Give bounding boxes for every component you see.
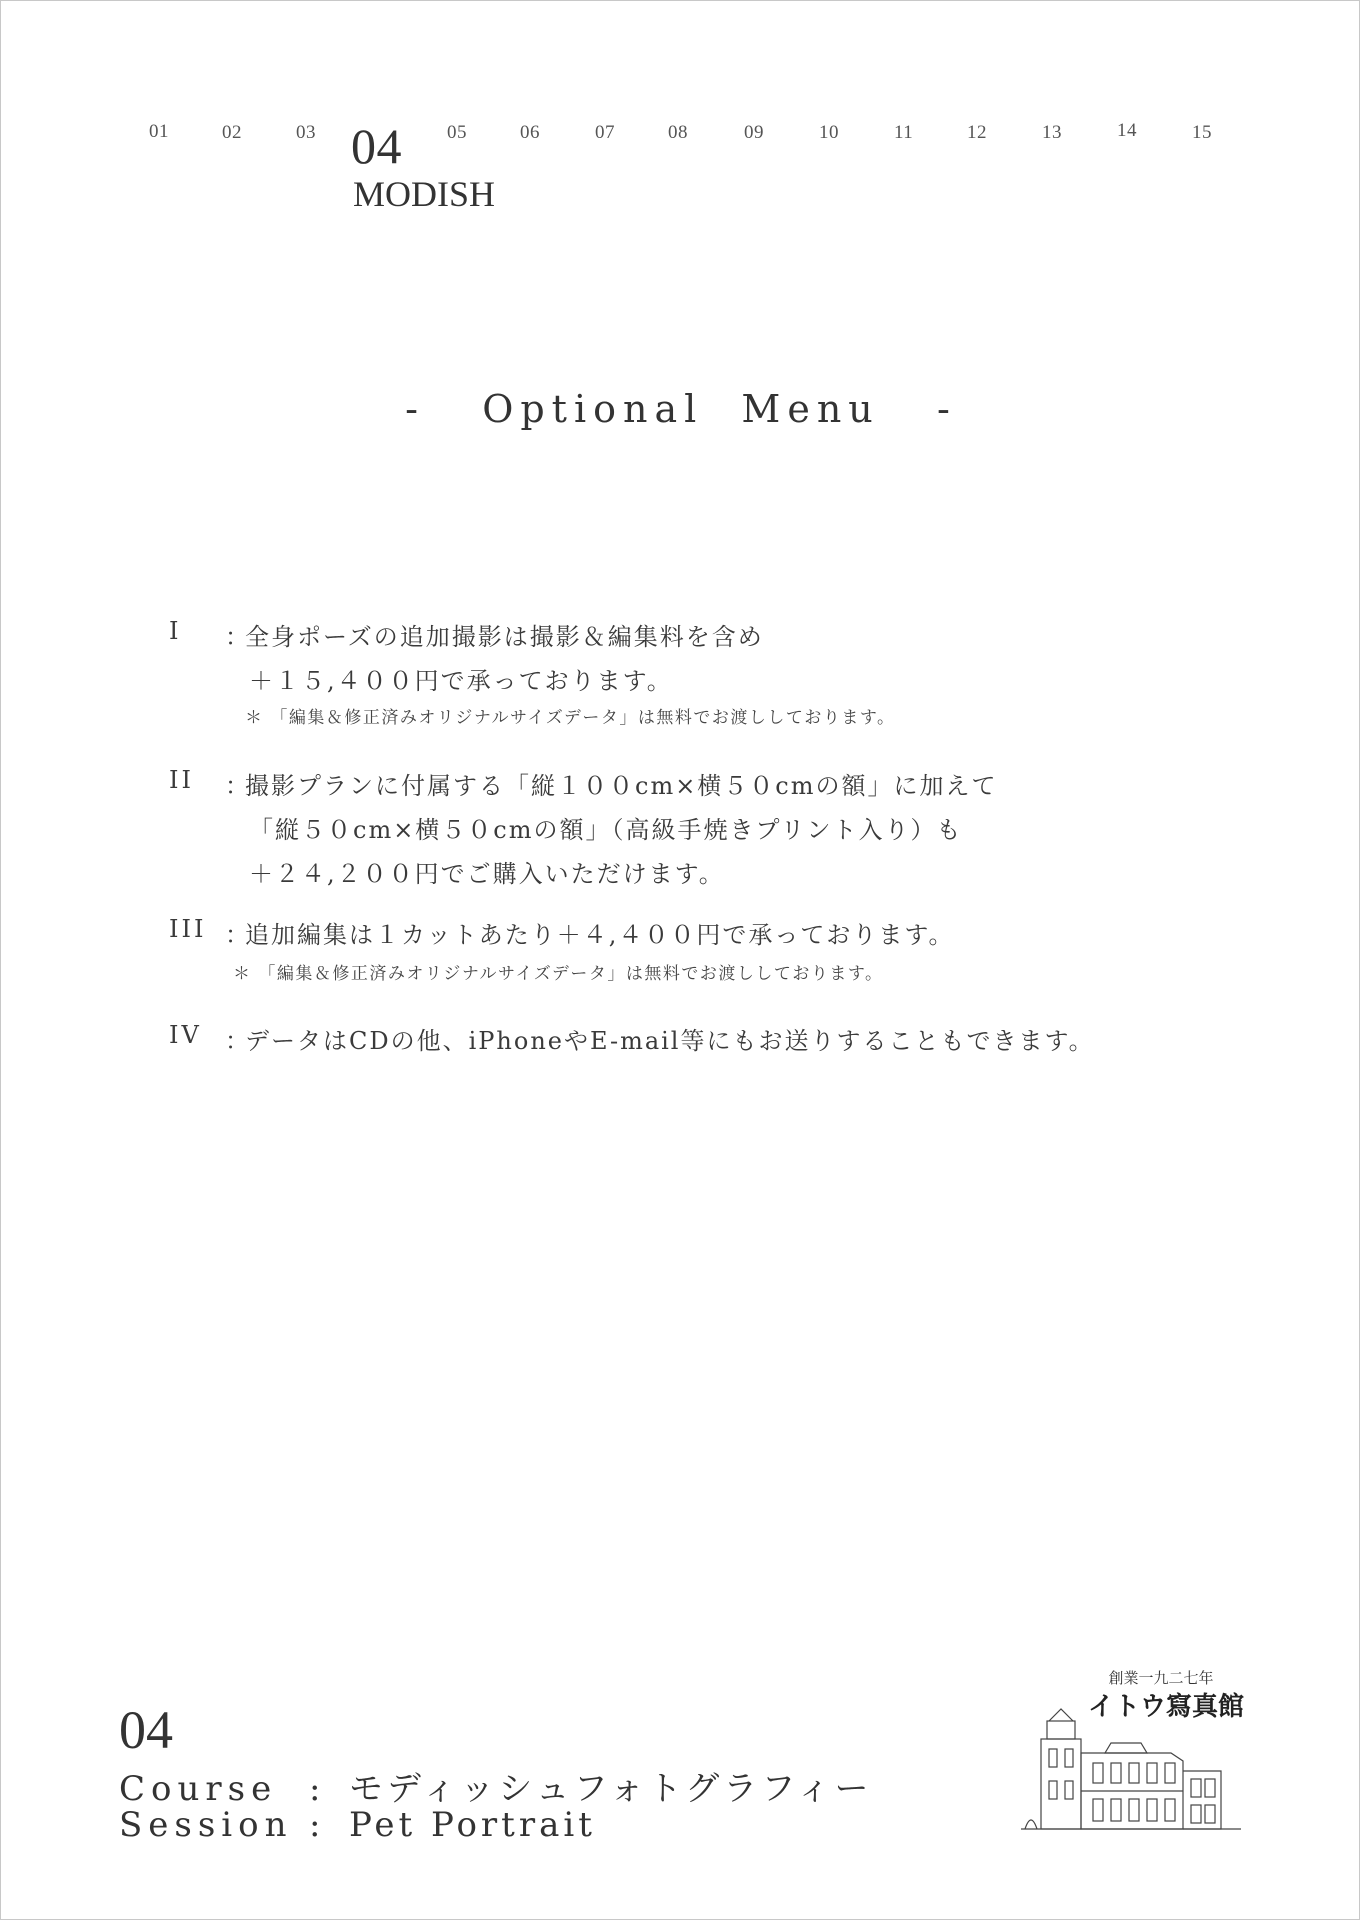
nav-item-08[interactable]: 08 — [668, 122, 688, 143]
nav-item-02[interactable]: 02 — [222, 122, 242, 143]
option-number: II — [169, 766, 194, 794]
option-text-line: 「縦５０cm×横５０cmの額」（高級手焼きプリント入り）も — [249, 816, 963, 844]
option-colon: ： — [225, 772, 249, 800]
logo-tagline: 創業一九二七年 — [1108, 1669, 1214, 1687]
nav-item-06[interactable]: 06 — [520, 122, 540, 143]
course-label: Course — [119, 1769, 278, 1809]
section-heading: - Optional Menu - — [405, 387, 957, 431]
option-note: ＊ 「編集＆修正済みオリジナルサイズデータ」は無料でお渡ししております。 — [245, 708, 896, 728]
session-separator: : — [309, 1805, 325, 1845]
option-note: ＊ 「編集＆修正済みオリジナルサイズデータ」は無料でお渡ししております。 — [233, 964, 884, 984]
option-colon: ： — [225, 921, 249, 949]
option-text-line: ＋２４,２００円でご購入いただけます。 — [249, 860, 725, 888]
nav-item-13[interactable]: 13 — [1042, 122, 1062, 143]
footer-session-row — [119, 1805, 596, 1845]
option-colon: ： — [225, 1027, 249, 1055]
nav-item-07[interactable]: 07 — [595, 122, 615, 143]
option-colon: ： — [225, 623, 249, 651]
course-value: モディッシュフォトグラフィー — [349, 1769, 873, 1809]
nav-item-01[interactable]: 01 — [149, 121, 169, 142]
course-nav — [1, 1, 1360, 231]
studio-building-icon — [1011, 1661, 1251, 1841]
nav-item-04-active[interactable]: 04 — [351, 118, 402, 174]
course-separator: : — [309, 1769, 325, 1809]
option-text-line: 全身ポーズの追加撮影は撮影＆編集料を含め — [245, 623, 764, 651]
option-text-line: 追加編集は１カットあたり＋４,４００円で承っております。 — [245, 921, 955, 949]
footer-course-row — [119, 1761, 873, 1810]
logo-name: イトウ寫真館 — [1087, 1692, 1245, 1722]
nav-item-14[interactable]: 14 — [1117, 120, 1137, 141]
nav-item-12[interactable]: 12 — [967, 122, 987, 143]
option-number: III — [169, 915, 207, 943]
studio-logo — [1011, 1661, 1251, 1841]
footer-course-number: 04 — [119, 1700, 173, 1760]
option-text-line: データはCDの他、iPhoneやE-mail等にもお送りすることもできます。 — [245, 1027, 1095, 1055]
nav-item-15[interactable]: 15 — [1192, 122, 1212, 143]
nav-item-10[interactable]: 10 — [819, 122, 839, 143]
option-number: I — [169, 617, 182, 645]
nav-item-03[interactable]: 03 — [296, 122, 316, 143]
active-course-name: MODISH — [353, 174, 496, 214]
nav-item-09[interactable]: 09 — [744, 122, 764, 143]
option-text-line: 撮影プランに付属する「縦１００cm×横５０cmの額」に加えて — [245, 772, 998, 800]
session-label: Session — [119, 1805, 293, 1845]
nav-item-11[interactable]: 11 — [894, 122, 914, 143]
option-number: IV — [169, 1021, 202, 1049]
nav-item-05[interactable]: 05 — [447, 122, 467, 143]
option-text-line: ＋１５,４００円で承っております。 — [249, 667, 673, 695]
session-value: Pet Portrait — [349, 1805, 596, 1845]
